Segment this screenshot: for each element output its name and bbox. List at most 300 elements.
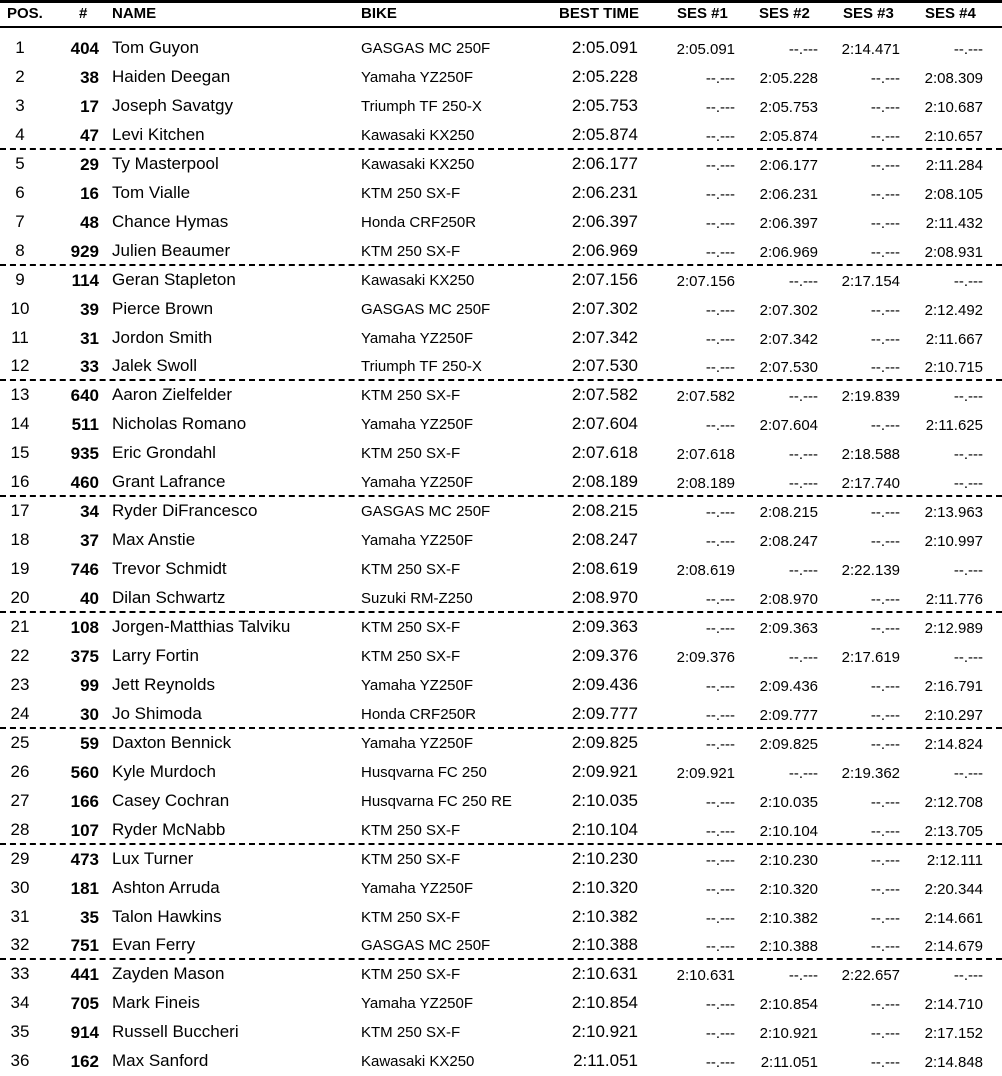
row-best-time: 2:05.753 xyxy=(571,95,638,115)
row-position: 20 xyxy=(10,588,30,608)
row-rider-name: Tom Guyon xyxy=(112,38,199,57)
row-best-time: 2:07.302 xyxy=(571,298,638,318)
row-session-1: 2:09.376 xyxy=(676,648,735,666)
row-session-3: --.--- xyxy=(870,359,900,377)
row-number: 746 xyxy=(70,560,99,580)
row-best-time: 2:06.397 xyxy=(571,211,638,231)
row-bike: Yamaha YZ250F xyxy=(361,474,474,492)
row-session-4: --.--- xyxy=(953,562,983,580)
row-session-2: 2:11.051 xyxy=(760,1054,818,1072)
row-number: 37 xyxy=(80,531,99,551)
row-session-1: --.--- xyxy=(705,330,735,348)
row-number: 705 xyxy=(70,994,99,1014)
row-session-2: 2:08.215 xyxy=(759,504,818,522)
row-rider-name: Julien Beaumer xyxy=(112,240,231,260)
row-position: 28 xyxy=(10,819,30,839)
row-bike: KTM 250 SX-F xyxy=(361,619,461,636)
row-rider-name: Jo Shimoda xyxy=(112,703,202,723)
row-session-1: --.--- xyxy=(705,243,735,261)
row-best-time: 2:10.854 xyxy=(571,993,638,1013)
row-rider-name: Ryder McNabb xyxy=(112,819,226,839)
row-position: 29 xyxy=(10,848,30,868)
row-session-1: --.--- xyxy=(705,1025,735,1043)
row-session-3: 2:19.362 xyxy=(841,764,900,782)
row-session-3: --.--- xyxy=(870,706,900,724)
table-row xyxy=(0,670,1002,699)
row-rider-name: Max Sanford xyxy=(112,1051,209,1071)
row-session-1: --.--- xyxy=(705,851,735,869)
row-number: 17 xyxy=(80,96,99,116)
table-row xyxy=(0,323,1002,352)
table-row xyxy=(0,294,1002,323)
row-position: 32 xyxy=(10,935,30,955)
row-session-4: 2:12.111 xyxy=(926,851,983,869)
row-best-time: 2:06.177 xyxy=(571,153,638,173)
row-position: 5 xyxy=(15,153,25,173)
row-session-4: 2:10.657 xyxy=(924,127,983,145)
row-session-3: 2:22.657 xyxy=(841,967,900,985)
row-session-1: --.--- xyxy=(705,1054,735,1072)
row-position: 13 xyxy=(10,385,30,405)
row-session-4: --.--- xyxy=(953,475,983,493)
table-row xyxy=(0,1017,1002,1046)
row-rider-name: Zayden Mason xyxy=(112,964,225,984)
row-bike: Triumph TF 250-X xyxy=(361,97,482,115)
row-session-4: --.--- xyxy=(953,388,983,406)
row-bike: Yamaha YZ250F xyxy=(361,995,474,1013)
row-session-2: 2:05.753 xyxy=(759,98,818,116)
row-session-1: 2:08.189 xyxy=(676,475,735,493)
row-session-3: --.--- xyxy=(870,127,900,145)
row-position: 11 xyxy=(11,327,29,347)
row-session-2: 2:09.436 xyxy=(759,677,818,695)
row-position: 12 xyxy=(10,356,30,376)
row-session-3: --.--- xyxy=(870,591,900,609)
row-session-4: 2:10.687 xyxy=(924,98,983,116)
row-number: 460 xyxy=(70,473,99,493)
row-rider-name: Pierce Brown xyxy=(112,298,214,318)
row-rider-name: Mark Fineis xyxy=(112,993,200,1013)
row-best-time: 2:07.582 xyxy=(571,385,638,405)
row-session-4: 2:14.824 xyxy=(924,735,983,753)
row-position: 9 xyxy=(15,269,25,289)
row-position: 30 xyxy=(10,877,30,897)
row-best-time: 2:11.051 xyxy=(573,1051,638,1071)
row-session-2: 2:07.530 xyxy=(759,359,818,377)
row-session-1: --.--- xyxy=(705,822,735,840)
row-bike: KTM 250 SX-F xyxy=(361,1024,461,1042)
row-bike: KTM 250 SX-F xyxy=(361,908,461,926)
row-session-1: --.--- xyxy=(705,214,735,232)
row-session-2: 2:10.320 xyxy=(759,880,818,898)
row-session-1: --.--- xyxy=(705,417,735,435)
row-session-4: 2:11.432 xyxy=(925,214,983,232)
table-row xyxy=(0,844,1002,873)
row-best-time: 2:10.230 xyxy=(571,848,638,868)
table-row xyxy=(0,930,1002,959)
row-session-4: 2:14.661 xyxy=(924,909,983,927)
row-session-1: --.--- xyxy=(705,909,735,927)
row-number: 107 xyxy=(70,820,99,840)
row-position: 14 xyxy=(10,414,30,434)
table-row xyxy=(0,120,1002,149)
row-bike: Yamaha YZ250F xyxy=(361,879,474,897)
row-session-1: --.--- xyxy=(705,735,735,753)
row-best-time: 2:09.376 xyxy=(571,645,638,665)
row-number: 40 xyxy=(80,589,99,609)
table-row xyxy=(0,815,1002,844)
table-row xyxy=(0,467,1002,496)
row-rider-name: Trevor Schmidt xyxy=(112,559,227,579)
header-session-3: SES #3 xyxy=(843,5,894,22)
row-session-3: 2:19.839 xyxy=(841,388,900,406)
row-session-4: 2:14.679 xyxy=(924,938,983,956)
row-bike: KTM 250 SX-F xyxy=(361,821,461,839)
row-session-2: --.--- xyxy=(788,446,818,464)
row-position: 23 xyxy=(10,674,30,694)
row-best-time: 2:08.619 xyxy=(571,559,638,579)
row-rider-name: Haiden Deegan xyxy=(112,66,231,86)
row-session-4: 2:10.997 xyxy=(924,533,983,551)
row-session-4: 2:11.625 xyxy=(925,417,983,435)
row-number: 181 xyxy=(70,878,99,898)
row-best-time: 2:10.320 xyxy=(571,877,638,897)
row-bike: GASGAS MC 250F xyxy=(361,300,491,318)
row-rider-name: Tom Vialle xyxy=(112,182,191,202)
table-row xyxy=(0,265,1002,294)
header-bottom-rule xyxy=(0,26,1002,28)
row-best-time: 2:05.091 xyxy=(571,38,638,57)
row-rider-name: Aaron Zielfelder xyxy=(112,385,233,405)
row-rider-name: Kyle Murdoch xyxy=(112,761,216,781)
row-bike: KTM 250 SX-F xyxy=(361,445,461,463)
row-number: 108 xyxy=(70,618,99,637)
row-session-2: 2:07.604 xyxy=(759,417,818,435)
row-best-time: 2:10.921 xyxy=(571,1022,638,1042)
header-pos: POS. xyxy=(7,5,43,22)
row-bike: Honda CRF250R xyxy=(361,705,477,723)
row-session-3: 2:18.588 xyxy=(841,446,900,464)
row-best-time: 2:07.530 xyxy=(571,356,638,376)
row-position: 16 xyxy=(10,472,30,492)
header-session-2: SES #2 xyxy=(759,5,810,22)
row-best-time: 2:09.436 xyxy=(571,674,638,694)
row-session-4: --.--- xyxy=(953,41,983,58)
row-session-2: --.--- xyxy=(788,967,818,985)
row-session-1: --.--- xyxy=(705,591,735,609)
row-session-4: 2:12.989 xyxy=(924,620,983,637)
table-row xyxy=(0,409,1002,438)
row-position: 31 xyxy=(10,906,30,926)
row-session-1: --.--- xyxy=(705,504,735,522)
row-bike: Yamaha YZ250F xyxy=(361,68,474,86)
row-best-time: 2:08.247 xyxy=(571,530,638,550)
table-row xyxy=(0,236,1002,265)
row-bike: KTM 250 SX-F xyxy=(361,647,461,665)
row-best-time: 2:07.618 xyxy=(571,443,638,463)
row-bike: Yamaha YZ250F xyxy=(361,676,474,694)
row-session-2: 2:09.777 xyxy=(759,706,818,724)
row-bike: KTM 250 SX-F xyxy=(361,184,461,202)
row-position: 33 xyxy=(10,964,30,984)
row-best-time: 2:10.035 xyxy=(571,790,638,810)
row-session-2: 2:10.854 xyxy=(759,996,818,1014)
row-number: 47 xyxy=(80,125,99,145)
table-row xyxy=(0,438,1002,467)
row-number: 16 xyxy=(80,183,99,203)
row-position: 2 xyxy=(15,66,25,86)
row-session-4: 2:14.710 xyxy=(924,996,983,1014)
table-row xyxy=(0,149,1002,178)
row-session-4: 2:14.848 xyxy=(924,1054,983,1072)
row-bike: KTM 250 SX-F xyxy=(361,850,461,868)
row-session-1: --.--- xyxy=(705,706,735,724)
row-session-2: 2:08.247 xyxy=(759,533,818,551)
row-rider-name: Levi Kitchen xyxy=(112,124,205,144)
row-session-4: --.--- xyxy=(953,764,983,782)
row-number: 35 xyxy=(80,907,99,927)
row-rider-name: Ryder DiFrancesco xyxy=(112,501,258,521)
header-best-time: BEST TIME xyxy=(559,5,640,22)
row-best-time: 2:10.388 xyxy=(571,935,638,955)
row-number: 114 xyxy=(71,270,99,290)
row-number: 34 xyxy=(80,502,99,522)
row-session-1: --.--- xyxy=(705,880,735,898)
row-session-3: --.--- xyxy=(870,504,900,522)
table-row xyxy=(0,641,1002,670)
table-row xyxy=(0,959,1002,988)
row-rider-name: Casey Cochran xyxy=(112,790,230,810)
row-best-time: 2:07.156 xyxy=(571,269,638,289)
row-number: 39 xyxy=(80,299,99,319)
row-position: 34 xyxy=(10,993,30,1013)
row-rider-name: Ashton Arruda xyxy=(112,877,220,897)
row-session-1: --.--- xyxy=(705,156,735,174)
row-rider-name: Larry Fortin xyxy=(112,645,199,665)
row-session-2: 2:05.228 xyxy=(759,69,818,87)
row-session-1: --.--- xyxy=(705,996,735,1014)
row-position: 27 xyxy=(10,790,30,810)
row-session-1: --.--- xyxy=(705,793,735,811)
row-session-2: 2:10.921 xyxy=(759,1025,818,1043)
row-bike: Yamaha YZ250F xyxy=(361,416,474,434)
row-best-time: 2:06.969 xyxy=(571,240,638,260)
header-top-rule xyxy=(0,0,1002,3)
row-best-time: 2:08.215 xyxy=(571,501,638,521)
row-rider-name: Jalek Swoll xyxy=(112,356,198,376)
row-session-4: --.--- xyxy=(953,967,983,985)
row-session-4: 2:13.963 xyxy=(924,504,983,522)
row-rider-name: Max Anstie xyxy=(112,530,196,550)
table-row xyxy=(0,33,1002,62)
row-session-3: --.--- xyxy=(870,214,900,232)
row-session-1: --.--- xyxy=(705,533,735,551)
row-session-4: --.--- xyxy=(953,272,983,290)
row-session-3: --.--- xyxy=(870,1025,900,1043)
row-position: 3 xyxy=(15,95,25,115)
row-number: 441 xyxy=(70,965,99,985)
row-position: 26 xyxy=(10,761,30,781)
table-row xyxy=(0,757,1002,786)
row-session-1: --.--- xyxy=(705,127,735,145)
row-session-4: 2:11.284 xyxy=(925,156,983,174)
row-session-1: 2:07.156 xyxy=(676,272,735,290)
row-position: 36 xyxy=(10,1051,30,1071)
row-number: 560 xyxy=(70,762,99,782)
row-rider-name: Ty Masterpool xyxy=(112,153,219,173)
table-row xyxy=(0,902,1002,931)
row-bike: Yamaha YZ250F xyxy=(361,532,474,550)
header-session-1: SES #1 xyxy=(677,5,728,22)
row-session-2: --.--- xyxy=(788,764,818,782)
row-session-2: --.--- xyxy=(788,388,818,406)
row-session-3: --.--- xyxy=(870,301,900,319)
row-session-3: --.--- xyxy=(870,938,900,956)
row-bike: GASGAS MC 250F xyxy=(361,937,491,955)
row-session-4: 2:13.705 xyxy=(924,822,983,840)
row-session-3: --.--- xyxy=(870,69,900,87)
row-session-2: 2:10.035 xyxy=(759,793,818,811)
row-best-time: 2:09.777 xyxy=(571,703,638,723)
table-row xyxy=(0,380,1002,409)
row-rider-name: Joseph Savatgy xyxy=(112,95,233,115)
row-bike: Triumph TF 250-X xyxy=(361,358,482,376)
row-session-4: 2:10.297 xyxy=(924,706,983,724)
row-rider-name: Jorgen-Matthias Talviku xyxy=(112,617,291,636)
row-session-4: --.--- xyxy=(953,648,983,666)
row-number: 29 xyxy=(80,154,99,174)
row-position: 7 xyxy=(15,211,25,231)
row-best-time: 2:06.231 xyxy=(571,182,638,202)
row-rider-name: Chance Hymas xyxy=(112,211,229,231)
row-session-1: 2:05.091 xyxy=(676,41,735,58)
row-session-3: 2:17.740 xyxy=(841,475,900,493)
row-number: 166 xyxy=(70,791,99,811)
row-session-1: --.--- xyxy=(705,938,735,956)
row-position: 1 xyxy=(15,38,25,57)
table-row xyxy=(0,178,1002,207)
row-rider-name: Geran Stapleton xyxy=(112,269,236,289)
row-session-2: --.--- xyxy=(788,648,818,666)
row-number: 751 xyxy=(70,936,99,956)
row-position: 8 xyxy=(15,240,25,260)
header-session-4: SES #4 xyxy=(925,5,976,22)
row-session-3: --.--- xyxy=(870,620,900,637)
row-session-2: --.--- xyxy=(788,272,818,290)
row-session-1: --.--- xyxy=(705,185,735,203)
row-session-2: 2:09.363 xyxy=(759,620,818,637)
row-bike: Yamaha YZ250F xyxy=(361,734,474,752)
row-number: 375 xyxy=(70,646,99,666)
table-row xyxy=(0,873,1002,902)
row-session-4: 2:11.667 xyxy=(925,330,983,348)
row-session-3: --.--- xyxy=(870,735,900,753)
row-best-time: 2:09.921 xyxy=(571,761,638,781)
row-bike: GASGAS MC 250F xyxy=(361,503,491,521)
row-session-4: 2:12.492 xyxy=(924,301,983,319)
row-session-2: --.--- xyxy=(788,475,818,493)
row-session-3: --.--- xyxy=(870,793,900,811)
row-rider-name: Jett Reynolds xyxy=(112,674,215,694)
row-best-time: 2:05.228 xyxy=(571,66,638,86)
row-session-3: --.--- xyxy=(870,880,900,898)
row-rider-name: Nicholas Romano xyxy=(112,414,247,434)
row-number: 914 xyxy=(70,1023,99,1043)
row-rider-name: Jordon Smith xyxy=(112,327,213,347)
row-session-3: --.--- xyxy=(870,156,900,174)
row-bike: KTM 250 SX-F xyxy=(361,561,461,579)
row-number: 511 xyxy=(71,415,99,435)
row-session-2: --.--- xyxy=(788,41,818,58)
row-session-1: 2:10.631 xyxy=(676,967,735,985)
row-best-time: 2:05.874 xyxy=(571,124,638,144)
row-bike: Husqvarna FC 250 RE xyxy=(361,792,512,810)
row-session-2: 2:10.382 xyxy=(759,909,818,927)
row-position: 18 xyxy=(10,530,30,550)
row-position: 19 xyxy=(10,559,30,579)
row-position: 10 xyxy=(10,298,30,318)
row-session-4: 2:12.708 xyxy=(924,793,983,811)
row-session-3: --.--- xyxy=(870,996,900,1014)
row-position: 6 xyxy=(15,182,25,202)
row-best-time: 2:10.104 xyxy=(571,819,638,839)
row-best-time: 2:10.631 xyxy=(571,964,638,984)
row-session-3: --.--- xyxy=(870,822,900,840)
row-number: 473 xyxy=(70,849,99,869)
row-rider-name: Talon Hawkins xyxy=(112,906,222,926)
row-number: 929 xyxy=(70,241,99,261)
row-session-1: 2:07.618 xyxy=(676,446,735,464)
row-session-4: 2:11.776 xyxy=(925,591,983,609)
row-session-3: --.--- xyxy=(870,185,900,203)
table-row xyxy=(0,786,1002,815)
row-session-3: --.--- xyxy=(870,98,900,116)
row-session-1: 2:08.619 xyxy=(676,562,735,580)
row-best-time: 2:07.342 xyxy=(571,327,638,347)
row-session-4: 2:16.791 xyxy=(924,677,983,695)
row-bike: Husqvarna FC 250 xyxy=(361,763,487,781)
row-session-4: 2:20.344 xyxy=(924,880,983,898)
row-session-3: --.--- xyxy=(870,417,900,435)
row-session-2: 2:08.970 xyxy=(759,591,818,609)
row-bike: KTM 250 SX-F xyxy=(361,242,461,260)
table-row xyxy=(0,62,1002,91)
table-row xyxy=(0,728,1002,757)
row-rider-name: Evan Ferry xyxy=(112,935,196,955)
header-name: NAME xyxy=(112,5,157,22)
row-position: 21 xyxy=(10,617,30,636)
row-bike: Suzuki RM-Z250 xyxy=(361,590,473,608)
row-number: 31 xyxy=(80,328,99,348)
table-row xyxy=(0,525,1002,554)
row-session-1: --.--- xyxy=(705,301,735,319)
row-bike: Kawasaki KX250 xyxy=(361,271,475,289)
row-number: 404 xyxy=(70,39,99,58)
row-bike: Yamaha YZ250F xyxy=(361,329,474,347)
row-bike: KTM 250 SX-F xyxy=(361,387,461,405)
row-bike: KTM 250 SX-F xyxy=(361,966,461,984)
row-best-time: 2:08.189 xyxy=(571,472,638,492)
row-session-3: --.--- xyxy=(870,1054,900,1072)
row-rider-name: Russell Buccheri xyxy=(112,1022,239,1042)
row-session-2: 2:05.874 xyxy=(759,127,818,145)
row-position: 4 xyxy=(15,124,25,144)
row-session-4: --.--- xyxy=(953,446,983,464)
row-session-3: --.--- xyxy=(870,533,900,551)
row-position: 17 xyxy=(10,501,30,521)
table-row xyxy=(0,351,1002,380)
row-session-3: 2:17.154 xyxy=(841,272,900,290)
